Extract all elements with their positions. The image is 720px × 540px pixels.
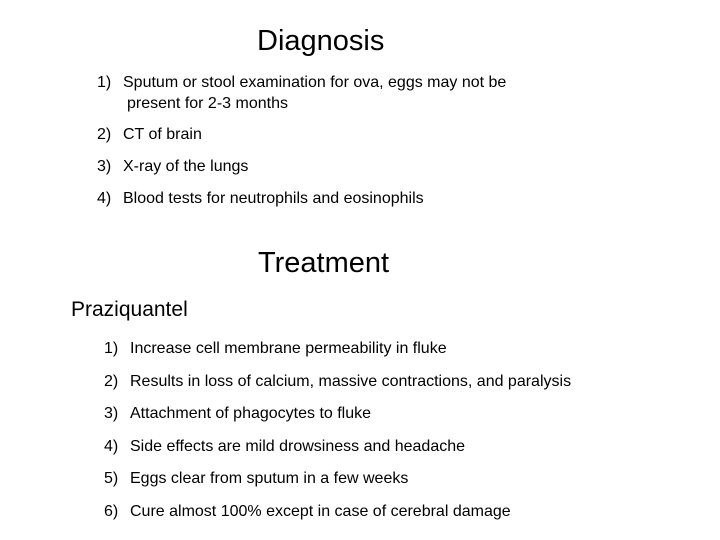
item-number: 1) <box>97 74 112 91</box>
item-text: Increase cell membrane permeability in fluke <box>130 340 447 357</box>
item-number: 1) <box>104 340 119 357</box>
item-number: 2) <box>97 126 112 143</box>
item-number: 2) <box>104 372 119 390</box>
diagnosis-list <box>97 72 578 209</box>
item-number: 5) <box>104 470 119 487</box>
diagnosis-title: Diagnosis <box>257 25 385 57</box>
item-text: X-ray of the lungs <box>123 158 249 175</box>
item-text-line-1: Sputum or stool examination for ova, eggs may not be <box>123 74 507 91</box>
item-text <box>97 72 578 114</box>
item-text: Results in loss of calcium, massive contractions, and paralysis <box>130 372 572 390</box>
treatment-item <box>104 468 571 489</box>
item-text: Cure almost 100% except in case of cerebral damage <box>130 502 511 520</box>
treatment-list <box>104 338 571 533</box>
item-number: 4) <box>104 437 119 455</box>
item-number: 6) <box>104 502 119 520</box>
drug-name: Praziquantel <box>71 298 188 321</box>
item-text: Attachment of phagocytes to fluke <box>130 405 372 422</box>
item-text-line-2: present for 2-3 months <box>127 95 288 112</box>
diagnosis-item <box>97 72 578 114</box>
treatment-item <box>104 371 571 392</box>
item-text: Blood tests for neutrophils and eosinophils <box>123 190 424 207</box>
item-number: 3) <box>97 158 112 175</box>
item-number: 4) <box>97 190 112 207</box>
diagnosis-item <box>97 124 578 145</box>
item-number: 3) <box>104 405 119 422</box>
diagnosis-item <box>97 188 578 209</box>
treatment-item <box>104 338 571 359</box>
item-text: Eggs clear from sputum in a few weeks <box>130 470 409 487</box>
item-text: CT of brain <box>123 126 202 143</box>
treatment-item <box>104 501 571 522</box>
item-text: Side effects are mild drowsiness and headache <box>130 437 466 455</box>
treatment-title: Treatment <box>258 247 390 279</box>
diagnosis-item <box>97 156 578 177</box>
treatment-item <box>104 436 571 457</box>
treatment-item <box>104 403 571 424</box>
